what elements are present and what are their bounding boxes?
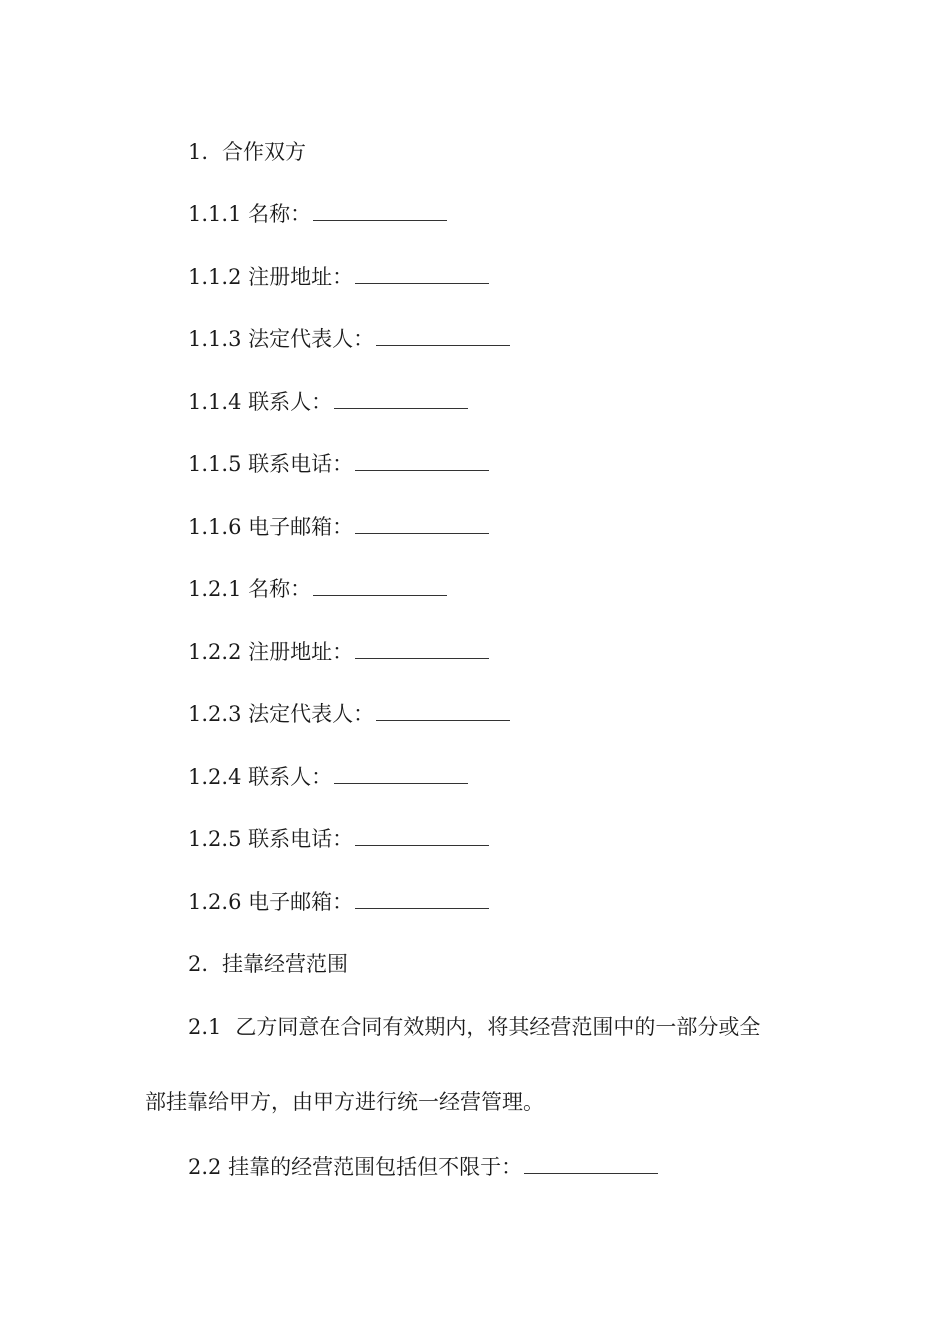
heading-section-2 xyxy=(188,950,348,978)
clause-2-2 xyxy=(188,1153,658,1181)
fill-in-blank[interactable] xyxy=(334,763,468,784)
field-row-b-phone xyxy=(188,825,489,853)
field-row-b-name xyxy=(188,575,447,603)
field-row-b-address xyxy=(188,638,489,666)
field-label: 联系人： xyxy=(248,765,333,789)
field-label: 法定代表人： xyxy=(248,327,375,351)
field-row-a-name xyxy=(188,200,447,228)
clause-number: 2.2 xyxy=(188,1155,222,1179)
clause-2-1-line-1 xyxy=(188,1013,760,1041)
fill-in-blank[interactable] xyxy=(355,825,489,846)
fill-in-blank[interactable] xyxy=(524,1153,658,1174)
field-label: 联系电话： xyxy=(248,452,354,476)
clause-number: 1.2.6 xyxy=(188,890,242,914)
field-label: 名称： xyxy=(248,202,312,226)
field-row-a-contact xyxy=(188,388,468,416)
field-label: 挂靠的经营范围包括但不限于： xyxy=(228,1155,523,1179)
fill-in-blank[interactable] xyxy=(376,325,510,346)
clause-number: 1.2.2 xyxy=(188,640,242,664)
field-row-b-contact xyxy=(188,763,468,791)
clause-number: 1.1.5 xyxy=(188,452,242,476)
clause-number: 1.1.3 xyxy=(188,327,242,351)
section-title: 挂靠经营范围 xyxy=(222,952,349,976)
section-number: 2. xyxy=(188,952,209,976)
fill-in-blank[interactable] xyxy=(355,888,489,909)
field-label: 注册地址： xyxy=(248,640,354,664)
section-number: 1. xyxy=(188,140,209,164)
field-label: 法定代表人： xyxy=(248,702,375,726)
clause-number: 2.1 xyxy=(188,1015,222,1039)
fill-in-blank[interactable] xyxy=(355,450,489,471)
clause-number: 1.1.1 xyxy=(188,202,242,226)
clause-number: 1.2.5 xyxy=(188,827,242,851)
field-row-b-email xyxy=(188,888,489,916)
fill-in-blank[interactable] xyxy=(355,513,489,534)
clause-text: 部挂靠给甲方，由甲方进行统一经营管理。 xyxy=(145,1090,544,1114)
field-row-a-phone xyxy=(188,450,489,478)
fill-in-blank[interactable] xyxy=(355,263,489,284)
clause-number: 1.2.1 xyxy=(188,577,242,601)
heading-section-1 xyxy=(188,138,306,166)
fill-in-blank[interactable] xyxy=(313,200,447,221)
clause-text: 乙方同意在合同有效期内，将其经营范围中的一部分或全 xyxy=(235,1015,761,1039)
clause-number: 1.1.2 xyxy=(188,265,242,289)
section-title: 合作双方 xyxy=(222,140,307,164)
fill-in-blank[interactable] xyxy=(355,638,489,659)
field-row-a-legal-rep xyxy=(188,325,510,353)
field-label: 电子邮箱： xyxy=(248,890,354,914)
clause-number: 1.1.6 xyxy=(188,515,242,539)
field-label: 电子邮箱： xyxy=(248,515,354,539)
fill-in-blank[interactable] xyxy=(376,700,510,721)
field-label: 联系电话： xyxy=(248,827,354,851)
field-label: 名称： xyxy=(248,577,312,601)
clause-number: 1.2.3 xyxy=(188,702,242,726)
field-row-a-email xyxy=(188,513,489,541)
clause-number: 1.2.4 xyxy=(188,765,242,789)
field-row-b-legal-rep xyxy=(188,700,510,728)
field-row-a-address xyxy=(188,263,489,291)
clause-number: 1.1.4 xyxy=(188,390,242,414)
field-label: 联系人： xyxy=(248,390,333,414)
fill-in-blank[interactable] xyxy=(334,388,468,409)
clause-2-1-line-2 xyxy=(145,1088,544,1116)
fill-in-blank[interactable] xyxy=(313,575,447,596)
field-label: 注册地址： xyxy=(248,265,354,289)
